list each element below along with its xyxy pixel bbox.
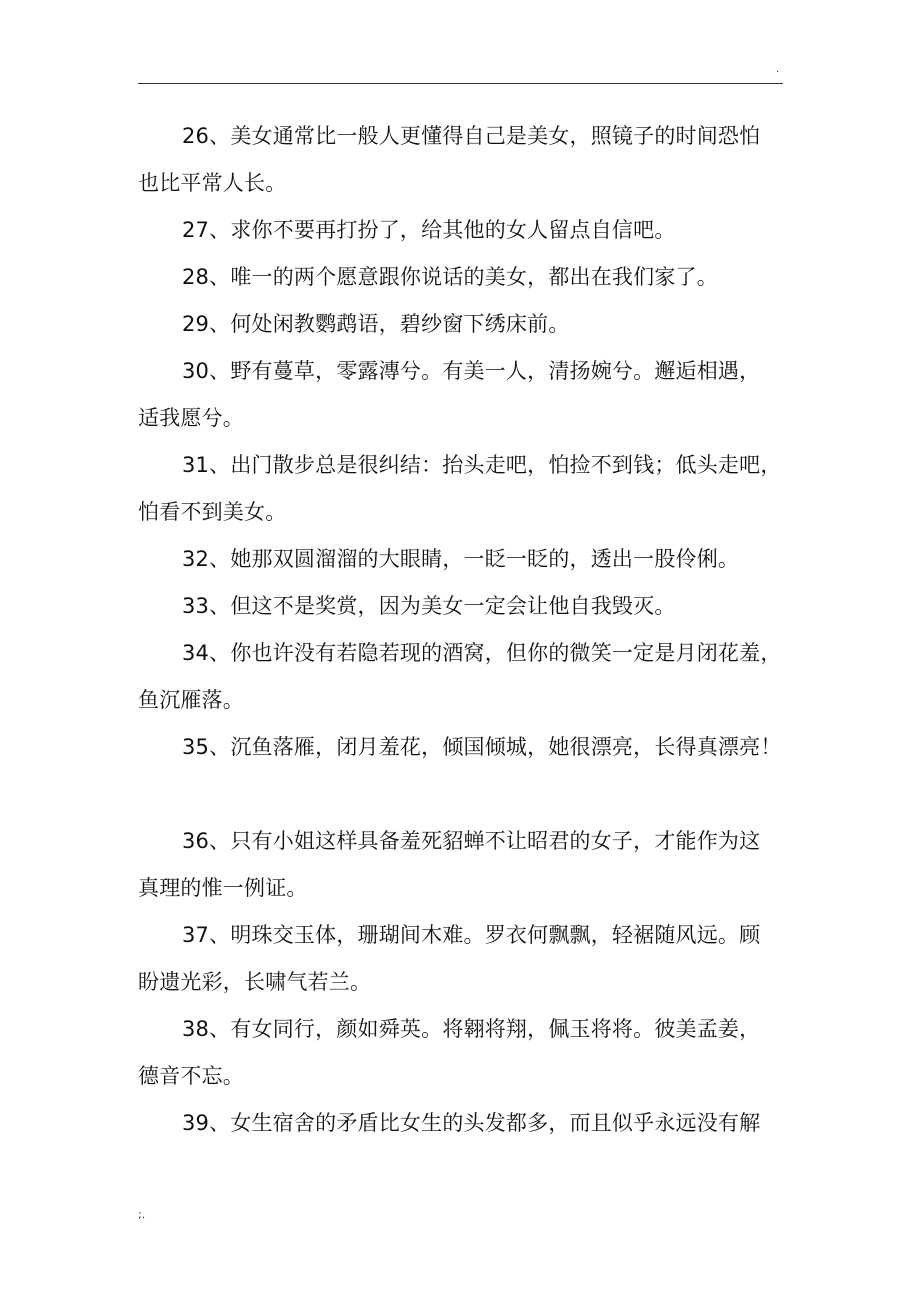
paragraph-32 [138, 536, 790, 583]
paragraph-line: 37、明珠交玉体，珊瑚间木难。罗衣何飘飘，轻裾随风远。顾 [182, 923, 761, 947]
paragraph-34 [138, 630, 790, 724]
paragraph-line: 30、野有蔓草，零露漙兮。有美一人，清扬婉兮。邂逅相遇， [182, 359, 761, 383]
document-body [138, 113, 790, 1147]
paragraph-31 [138, 442, 790, 536]
paragraph-line: 36、只有小姐这样具备羞死貂蝉不让昭君的女子，才能作为这 [182, 829, 761, 853]
paragraph-gap [138, 771, 790, 818]
footer-mark: ;. [138, 1208, 146, 1221]
paragraph-line: 35、沉鱼落雁，闭月羞花，倾国倾城，她很漂亮，长得真漂亮！ [182, 735, 782, 759]
paragraph-line: 39、女生宿舍的矛盾比女生的头发都多，而且似乎永远没有解 [182, 1111, 761, 1135]
paragraph-line: 34、你也许没有若隐若现的酒窝，但你的微笑一定是月闭花羞， [182, 641, 782, 665]
paragraph-27 [138, 207, 790, 254]
paragraph-line: 28、唯一的两个愿意跟你说话的美女，都出在我们家了。 [182, 265, 718, 289]
paragraph-35 [138, 724, 790, 771]
paragraph-line: 27、求你不要再打扮了，给其他的女人留点自信吧。 [182, 218, 676, 242]
paragraph-37 [138, 912, 790, 1006]
paragraph-line: 也比平常人长。 [138, 171, 287, 195]
header-dot: . [776, 64, 780, 75]
paragraph-line: 德音不忘。 [138, 1064, 244, 1088]
paragraph-line: 26、美女通常比一般人更懂得自己是美女，照镜子的时间恐怕 [182, 124, 761, 148]
paragraph-line: 33、但这不是奖赏，因为美女一定会让他自我毁灭。 [182, 594, 676, 618]
paragraph-36 [138, 818, 790, 912]
paragraph-line: 32、她那双圆溜溜的大眼睛，一眨一眨的，透出一股伶俐。 [182, 547, 740, 571]
header-rule [138, 83, 783, 84]
paragraph-39 [138, 1100, 790, 1147]
paragraph-26 [138, 113, 790, 207]
paragraph-line: 29、何处闲教鹦鹉语，碧纱窗下绣床前。 [182, 312, 570, 336]
paragraph-line: 真理的惟一例证。 [138, 876, 308, 900]
paragraph-33 [138, 583, 790, 630]
paragraph-38 [138, 1006, 790, 1100]
paragraph-line: 怕看不到美女。 [138, 500, 287, 524]
paragraph-line: 盼遗光彩，长啸气若兰。 [138, 970, 372, 994]
paragraph-line: 适我愿兮。 [138, 406, 244, 430]
paragraph-line: 鱼沉雁落。 [138, 688, 244, 712]
paragraph-line: 38、有女同行，颜如舜英。将翱将翔，佩玉将将。彼美孟姜， [182, 1017, 761, 1041]
paragraph-29 [138, 301, 790, 348]
paragraph-28 [138, 254, 790, 301]
paragraph-30 [138, 348, 790, 442]
paragraph-line: 31、出门散步总是很纠结：抬头走吧，怕捡不到钱；低头走吧， [182, 453, 782, 477]
